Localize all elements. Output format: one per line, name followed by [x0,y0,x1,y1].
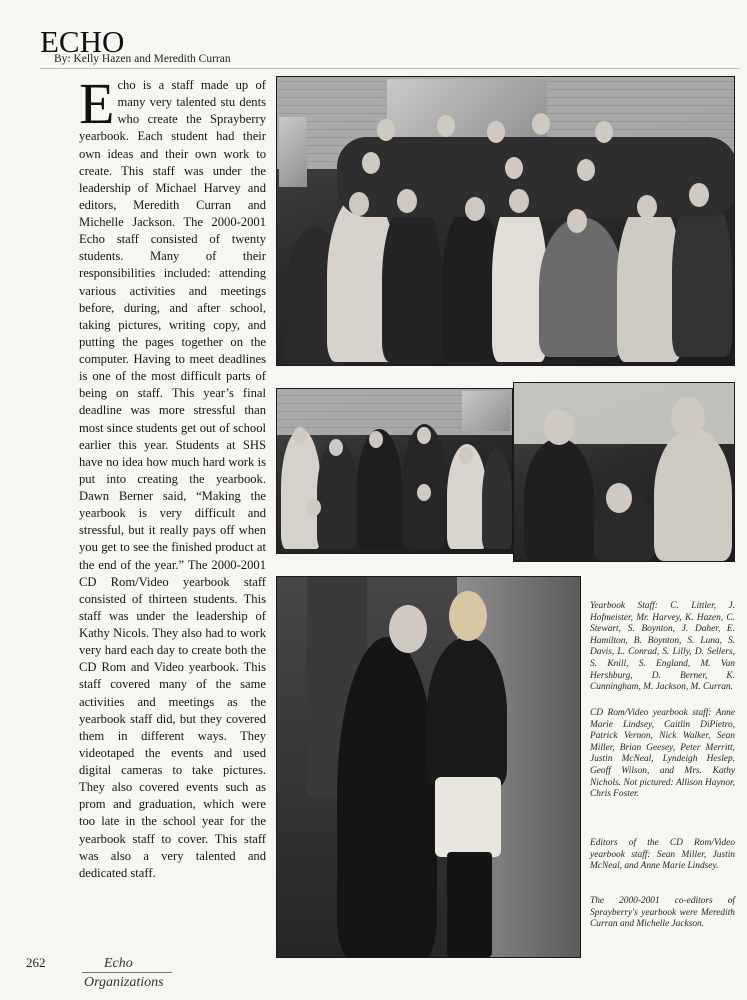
yearbook-staff-photo [276,76,735,366]
page-title: ECHO [40,24,125,59]
article-text: cho is a staff made up of many very talented stu dents who create the Sprayberry yearbook. Each student had their own ideas and their own work to create. This staff was under the leadership of Michael Harvey and editors, Meredith Curran and Michelle Jackson. The 2000-2001 Echo staff consisted of twenty students. Many of their responsibilities included: attending various activities and meetings before, during, and after school, taking pictures, writing copy, and putting the pages together on the computer. Having to meet deadlines is one of the most difficult parts of being on staff. This year’s final deadline was more stressful than most since students get out of school earlier this year. Students at SHS have no idea how much hard work is put into creating the yearbook. Dawn Berner said, “Making the yearbook is very difficult and stressful, but it really pays off when you get to see the finished product at the end of the year.” The 2000-2001 CD Rom/Video yearbook staff consisted of thirteen students. This staff was under the leadership of Kathy Nicols. They also had to work very hard each day to create both the CD Rom and Video yearbook. This staff covered many of the same activities and meetings as the yearbook staff did, but they covered them in different ways. They videotaped the events and used digital cameras to take pictures. They also covered events such as prom and graduation, which were too late in the school year for the yearbook staff to cover. This staff was also a very talented and dedicated staff. [79,78,266,880]
footer-section: Echo [104,956,133,971]
byline: By: Kelly Hazen and Meredith Curran [54,53,231,65]
drop-cap: E [79,71,115,136]
header-rule [40,68,740,69]
caption-yearbook-staff: Yearbook Staff: C. Littler, J. Hofmeister, Mr. Harvey, K. Hazen, C. Stewart, S. Boynton, J. Daher, E. Hamilton, B. Boynton, S. Luna, S. Davis, L. Conrad, S. Lilly, D. Sellers, S. Knill, S. England, M. Van Hershburg, D. Berner, K. Cunningham, M. Jackson, M. Curran. [590,601,735,693]
cd-rom-staff-photo [276,388,513,554]
article-body [79,71,266,882]
page-number: 262 [26,955,46,970]
cd-editors-photo [513,382,735,562]
caption-cd-staff: CD Rom/Video yearbook staff: Anne Marie Lindsey, Caitlin DiPietro, Patrick Vernon, Nick Walker, Sean Miller, Brian Geesey, Peter Merritt, Justin McNeal, Lyndeigh Heslep, Geoff Wilson, and Mrs. Kathy Nichols. Not pictured: Allison Haynor, Chris Foster. [590,708,735,800]
caption-coeditors: The 2000-2001 co-editors of Sprayberry's yearbook were Meredith Curran and Michelle Jackson. [590,896,735,930]
footer-rule [82,972,172,973]
co-editors-photo [276,576,581,958]
footer-category: Organizations [84,975,164,990]
caption-cd-editors: Editors of the CD Rom/Video yearbook staff: Sean Miller, Justin McNeal, and Anne Marie Lindsey. [590,838,735,872]
